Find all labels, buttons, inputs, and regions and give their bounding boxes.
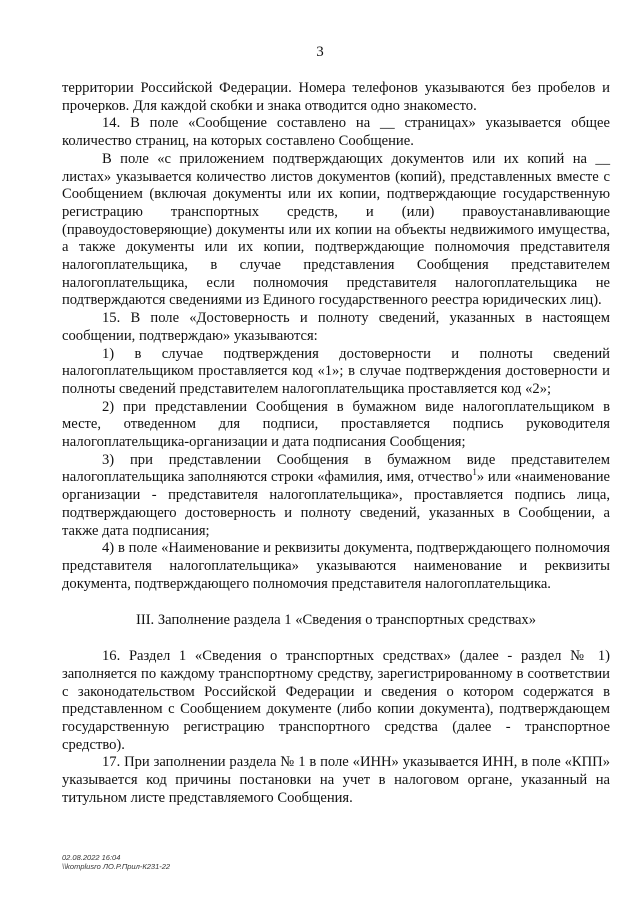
paragraph-14: 14. В поле «Сообщение составлено на __ страницах» указывается общее количество страниц, на которых составлено Сообщение.: [62, 115, 610, 150]
footer-file-path: \\komplusro ЛО.Р.Прил-К231-22: [62, 862, 171, 871]
document-footer: [62, 853, 170, 871]
footer-timestamp: 02.08.2022 16:04: [62, 853, 121, 862]
paragraph-15-item-3-part-a: 3) при представлении Сообщения в бумажном виде представителем налогоплательщика заполняются строки «фамилия, имя, отчество: [62, 451, 610, 486]
paragraph-17: 17. При заполнении раздела № 1 в поле «ИНН» указывается ИНН, в поле «КПП» указывается код причины постановки на учет в налоговом органе, указанный на титульном листе представляемого Сообщения.: [62, 754, 610, 806]
footnote-marker: 1: [472, 467, 477, 478]
paragraph-14-attachments: В поле «с приложением подтверждающих документов или их копий на __ листах» указывается количество листов документов (копий), представленных вместе с Сообщением (включая документы или их копии, подтверждающие государственную регистрацию транспортных средств, и (или) правоустанавливающие (правоудостоверяющие) документы или их копии на объекты недвижимого имущества, а также документы или их копии, подтверждающие полномочия представителя налогоплательщика, в случае представления Сообщения представителем налогоплательщика, если полномочия представителя налогоплательщика не подтверждаются сведениями из Единого государственного реестра юридических лиц).: [62, 150, 610, 309]
paragraph-15-item-3-part-b: » или «наименование организации - представителя налогоплательщика», проставляется подпись лица, подтверждающего достоверность и полноту сведений, указанных в Сообщении, а также дата подписания;: [62, 469, 610, 539]
section-3-heading: III. Заполнение раздела 1 «Сведения о транспортных средствах»: [135, 612, 537, 629]
paragraph-15: 15. В поле «Достоверность и полноту сведений, указанных в настоящем сообщении, подтверждаю» указываются:: [62, 310, 610, 344]
page-number: 3: [316, 44, 324, 60]
paragraph-16: 16. Раздел 1 «Сведения о транспортных средствах» (далее - раздел № 1) заполняется по каждому транспортному средству, зарегистрированному в соответствии с законодательством Российской Федерации и сведения о котором содержатся в представленном с Сообщением документе (либо копии документа), подтверждающем государственную регистрацию транспортного средства (далее - транспортное средство).: [62, 648, 610, 753]
paragraph-continuation: территории Российской Федерации. Номера телефонов указываются без пробелов и прочерков. Для каждой скобки и знака отводится одно знакоместо.: [62, 80, 610, 114]
paragraph-15-item-4: 4) в поле «Наименование и реквизиты документа, подтверждающего полномочия представителя налогоплательщика» указываются наименование и реквизиты документа, подтверждающего полномочия представителя налогоплательщика.: [62, 540, 610, 592]
paragraph-15-item-3: [62, 452, 610, 541]
paragraph-15-item-1: 1) в случае подтверждения достоверности и полноты сведений налогоплательщиком проставляется код «1»; в случае подтверждения достоверности и полноты сведений представителем налогоплательщика проставляется код «2»;: [62, 345, 610, 397]
paragraph-15-item-2: 2) при представлении Сообщения в бумажном виде налогоплательщиком в месте, отведенном для подписи, проставляется подпись руководителя налогоплательщика-организации и дата подписания Сообщения;: [62, 398, 610, 451]
document-body: [62, 80, 610, 807]
